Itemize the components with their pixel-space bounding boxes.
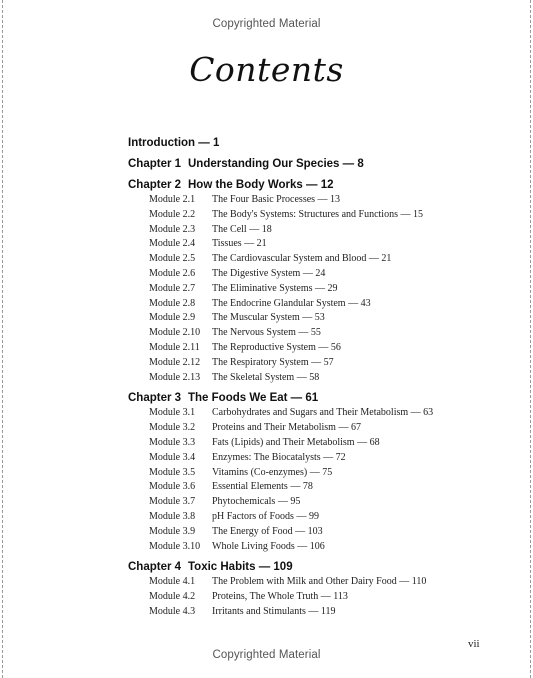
module-number: Module 3.2 [149,422,196,434]
toc-module-4-3[interactable] [128,605,508,620]
module-title: The Digestive System — 24 [212,267,326,279]
module-number: Module 2.8 [149,297,196,309]
module-number: Module 2.4 [149,238,196,250]
toc-module-2-1[interactable] [128,193,508,208]
chapter-number: Chapter 2 [128,179,182,191]
chapter-number: Chapter 3 [128,392,182,405]
module-title: Proteins and Their Metabolism — 67 [212,422,361,434]
module-title: Tissues — 21 [212,238,267,250]
module-title: Enzymes: The Biocatalysts — 72 [212,451,346,463]
toc-chapter-2[interactable] [128,178,508,193]
module-title: The Skeletal System — 58 [212,371,320,383]
toc-chapter-3[interactable] [128,391,508,406]
module-number: Module 2.10 [149,327,201,339]
copyright-header: Copyrighted Material [212,18,321,30]
toc-module-2-8[interactable] [128,297,508,312]
toc-module-3-7[interactable] [128,495,508,510]
copyright-footer: Copyrighted Material [212,649,321,661]
page-number: vii [468,638,480,650]
toc-chapter-1[interactable] [128,157,508,172]
module-number: Module 3.7 [149,496,196,508]
module-number: Module 4.3 [149,605,196,617]
module-title: The Endocrine Glandular System — 43 [212,297,371,309]
module-title: Carbohydrates and Sugars and Their Metabolism — 63 [212,407,434,419]
module-title: Phytochemicals — 95 [212,496,301,508]
toc-module-3-6[interactable] [128,480,508,495]
module-title: The Energy of Food — 103 [212,525,323,537]
module-number: Module 2.9 [149,312,196,324]
module-number: Module 3.4 [149,451,196,463]
module-title: pH Factors of Foods — 99 [212,510,319,522]
toc-introduction[interactable] [128,136,508,151]
toc-module-3-10[interactable] [128,540,508,555]
chapter-title: How the Body Works — 12 [188,179,334,191]
module-number: Module 4.2 [149,591,196,603]
toc-module-2-2[interactable] [128,208,508,223]
module-title: The Respiratory System — 57 [212,356,334,368]
toc-module-3-8[interactable] [128,510,508,525]
module-title: The Problem with Milk and Other Dairy Food — 110 [212,576,427,588]
module-title: The Muscular System — 53 [212,312,325,324]
module-title: The Four Basic Processes — 13 [212,194,341,205]
toc-module-2-13[interactable] [128,371,508,386]
toc-introduction-label: Introduction — 1 [128,137,220,149]
chapter-title: Understanding Our Species — 8 [188,158,364,170]
module-number: Module 2.11 [149,341,200,353]
module-number: Module 2.1 [149,194,196,205]
chapter-title: The Foods We Eat — 61 [188,392,319,405]
toc-module-4-2[interactable] [128,590,508,605]
toc-module-3-5[interactable] [128,466,508,481]
toc-module-2-3[interactable] [128,223,508,238]
module-title: The Body's Systems: Structures and Functions — 15 [212,208,423,220]
module-title: The Reproductive System — 56 [212,341,341,353]
module-title: The Cell — 18 [212,223,272,235]
module-number: Module 3.1 [149,407,196,419]
module-number: Module 2.13 [149,371,201,383]
toc-module-2-4[interactable] [128,237,508,252]
page-title: Contents [189,50,344,89]
toc-module-4-1[interactable] [128,575,508,590]
toc-module-3-1[interactable] [128,406,508,421]
toc-module-2-11[interactable] [128,341,508,356]
toc-module-3-3[interactable] [128,436,508,451]
module-number: Module 2.7 [149,282,196,294]
module-number: Module 4.1 [149,576,196,588]
toc-module-2-6[interactable] [128,267,508,282]
module-title: The Nervous System — 55 [212,327,321,339]
module-number: Module 2.6 [149,267,196,279]
module-number: Module 3.5 [149,466,196,478]
module-number: Module 3.9 [149,525,196,537]
module-number: Module 3.10 [149,540,201,552]
module-number: Module 2.2 [149,208,196,220]
module-number: Module 2.12 [149,356,201,368]
module-number: Module 2.5 [149,253,196,265]
toc-chapter-4[interactable] [128,560,508,575]
module-title: The Eliminative Systems — 29 [212,282,338,294]
chapter-number: Chapter 4 [128,561,182,574]
module-number: Module 2.3 [149,223,196,235]
page-edge-left [2,0,3,678]
module-title: Vitamins (Co-enzymes) — 75 [212,466,333,478]
module-number: Module 3.8 [149,510,196,522]
toc-module-2-12[interactable] [128,356,508,371]
module-number: Module 3.3 [149,436,196,448]
toc-module-2-5[interactable] [128,252,508,267]
module-title: Whole Living Foods — 106 [212,540,325,552]
module-title: Irritants and Stimulants — 119 [212,605,336,617]
module-title: The Cardiovascular System and Blood — 21 [212,253,392,265]
module-title: Proteins, The Whole Truth — 113 [212,591,348,603]
toc-module-3-4[interactable] [128,451,508,466]
toc-module-2-10[interactable] [128,326,508,341]
chapter-number: Chapter 1 [128,158,182,170]
toc-module-2-7[interactable] [128,282,508,297]
module-title: Essential Elements — 78 [212,481,313,493]
chapter-title: Toxic Habits — 109 [188,561,293,574]
toc-module-3-2[interactable] [128,421,508,436]
toc-module-3-9[interactable] [128,525,508,540]
page-edge-right [530,0,531,678]
module-title: Fats (Lipids) and Their Metabolism — 68 [212,436,380,448]
module-number: Module 3.6 [149,481,196,493]
table-of-contents [128,136,508,620]
toc-module-2-9[interactable] [128,311,508,326]
